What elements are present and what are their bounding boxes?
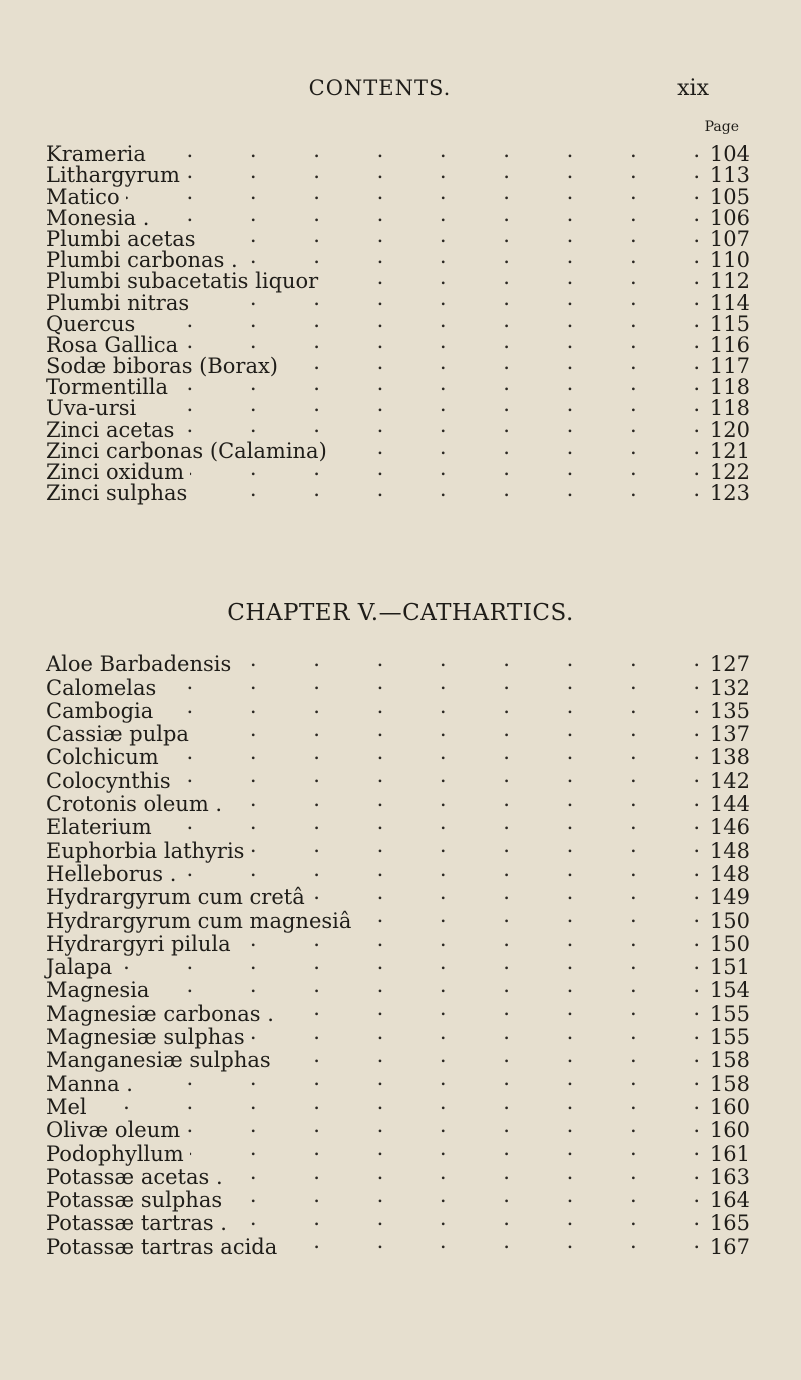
entry-page-number: 107 [709,226,750,251]
dot-leader [193,479,700,500]
entry-name: Manganesiæ sulphas [46,1048,271,1073]
contents-entry [46,997,750,1026]
entry-page-number: 158 [709,1048,750,1073]
entry-name: Potassæ tartras . [46,1211,227,1236]
entry-name: Zinci carbonas (Calamina) [46,438,327,463]
entry-name: Podophyllum [46,1141,184,1166]
dot-leader [202,225,700,246]
entry-name: Magnesia [46,978,150,1003]
entry-name: Matico [46,184,120,209]
contents-entry [46,1091,750,1119]
entry-page-number: 158 [709,1071,750,1096]
entry-page-number: 112 [709,269,750,294]
dot-leader [237,648,700,671]
entry-name: Helleborus . [46,861,177,886]
contents-entry [46,437,750,463]
dot-leader [195,718,700,741]
contents-entry [46,1184,750,1213]
entry-name: Euphorbia lathyris [46,838,245,863]
entry-page-number: 150 [709,908,750,933]
contents-entry [46,1161,750,1189]
entry-page-number: 137 [709,722,750,747]
entry-page-number: 118 [709,396,750,421]
dot-leader [162,671,700,694]
page-number: xix [677,76,709,101]
running-header [0,76,801,106]
entry-page-number: 151 [709,955,750,980]
entry-page-number: 138 [709,745,750,770]
entry-page-number: 115 [709,311,750,336]
dot-leader [155,974,700,997]
entry-page-number: 149 [709,885,750,910]
entry-page-number: 155 [709,1001,750,1026]
entry-name: Magnesiæ sulphas [46,1025,245,1050]
contents-entry [46,373,750,400]
contents-entry [46,718,750,747]
dot-leader [280,997,700,1020]
entry-name: Uva-ursi [46,396,137,421]
entry-name: Hydrargyrum cum magnesiâ [46,908,352,933]
contents-entry [46,951,750,980]
dot-leader [195,288,700,309]
dot-leader [186,1114,700,1137]
dot-leader [324,267,700,288]
dot-leader [159,695,700,718]
dot-leader [142,394,700,415]
page-column-label: Page [704,119,739,135]
dot-leader [158,811,700,834]
contents-list-astringents [46,140,750,506]
dot-leader [229,1161,700,1184]
contents-entry [46,204,750,230]
contents-entry [46,858,750,886]
entry-page-number: 120 [709,417,750,442]
entry-page-number: 160 [709,1094,750,1119]
contents-entry [46,310,750,336]
contents-entry [46,1021,750,1050]
entry-name: Zinci oxidum [46,460,185,485]
entry-page-number: 144 [709,792,750,817]
dot-leader [118,951,700,974]
entry-name: Potassæ sulphas [46,1188,223,1213]
entry-page-number: 142 [709,768,750,793]
entry-name: Tormentilla [46,375,169,400]
contents-entry [46,267,750,294]
dot-leader [333,437,700,458]
entry-page-number: 121 [709,438,750,463]
entry-name: Elaterium [46,815,152,840]
entry-page-number: 114 [709,290,750,315]
dot-leader [311,881,700,904]
dot-leader [93,1091,700,1114]
entry-page-number: 113 [709,163,750,188]
entry-page-number: 155 [709,1025,750,1050]
entry-name: Plumbi carbonas . [46,248,238,273]
entry-name: Krameria [46,142,146,167]
entry-page-number: 135 [709,698,750,723]
contents-entry [46,458,750,485]
entry-name: Manna . [46,1071,133,1096]
contents-entry [46,1114,750,1143]
contents-entry [46,161,750,188]
contents-entry [46,394,750,421]
entry-page-number: 127 [709,652,750,677]
dot-leader [174,373,700,394]
entry-name: Calomelas [46,675,157,700]
entry-page-number: 146 [709,815,750,840]
entry-page-number: 118 [709,375,750,400]
dot-leader [182,858,700,881]
contents-entry [46,331,750,357]
entry-page-number: 160 [709,1118,750,1143]
dot-leader [180,415,700,436]
dot-leader [244,246,700,267]
chapter-heading: CHAPTER V.—CATHARTICS. [227,600,574,626]
entry-name: Quercus [46,311,136,336]
entry-name: Monesia . [46,205,150,230]
contents-entry [46,741,750,770]
entry-page-number: 154 [709,978,750,1003]
contents-entry [46,695,750,723]
entry-page-number: 105 [709,184,750,209]
contents-entry [46,182,750,209]
entry-page-number: 117 [709,354,750,379]
entry-name: Zinci acetas [46,417,175,442]
entry-name: Cassiæ pulpa [46,722,189,747]
contents-list-cathartics [46,648,750,1259]
contents-entry [46,479,750,506]
entry-name: Jalapa [46,955,113,980]
dot-leader [233,1207,700,1230]
dot-leader [190,458,700,479]
entry-name: Magnesiæ carbonas . [46,1001,274,1026]
contents-entry [46,648,750,677]
dot-leader [186,161,700,182]
entry-name: Sodæ biboras (Borax) [46,354,279,379]
dot-leader [152,140,700,161]
entry-name: Colocynthis [46,768,171,793]
page-title: CONTENTS. [308,76,452,100]
entry-name: Crotonis oleum . [46,792,223,817]
contents-entry [46,788,750,817]
dot-leader [228,788,700,811]
entry-page-number: 148 [709,838,750,863]
dot-leader [237,928,700,951]
entry-name: Plumbi acetas [46,226,196,251]
dot-leader [165,741,700,764]
entry-name: Olivæ oleum [46,1118,181,1143]
entry-page-number: 167 [709,1234,750,1259]
entry-page-number: 148 [709,861,750,886]
dot-leader [228,1184,700,1207]
dot-leader [357,904,700,927]
dot-leader [283,1230,700,1253]
contents-entry [46,140,750,167]
entry-name: Plumbi nitras [46,290,190,315]
contents-entry [46,352,750,379]
contents-entry [46,811,750,840]
entry-name: Plumbi subacetatis liquor [46,269,319,294]
entry-name: Zinci sulphas [46,481,188,506]
entry-page-number: 165 [709,1211,750,1236]
contents-entry [46,415,750,442]
entry-name: Mel [46,1094,87,1119]
dot-leader [155,204,700,225]
entry-name: Hydrargyrum cum cretâ [46,885,305,910]
dot-leader [284,352,700,373]
entry-page-number: 132 [709,675,750,700]
contents-entry [46,974,750,1003]
dot-leader [190,1137,700,1160]
dot-leader [139,1067,700,1090]
entry-page-number: 161 [709,1141,750,1166]
entry-name: Rosa Gallica [46,332,179,357]
dot-leader [177,764,700,787]
contents-entry [46,1207,750,1236]
contents-entry [46,1044,750,1073]
contents-entry [46,1067,750,1096]
entry-name: Aloe Barbadensis [46,652,232,677]
contents-entry [46,881,750,910]
contents-entry [46,288,750,315]
entry-name: Potassæ acetas . [46,1164,223,1189]
entry-page-number: 104 [709,142,750,167]
dot-leader [250,834,700,857]
entry-page-number: 123 [709,481,750,506]
entry-page-number: 110 [709,248,750,273]
entry-name: Lithargyrum [46,163,180,188]
entry-page-number: 150 [709,931,750,956]
dot-leader [141,310,700,331]
contents-entry [46,928,750,956]
entry-name: Hydrargyri pilula [46,931,231,956]
entry-page-number: 106 [709,205,750,230]
entry-page-number: 122 [709,460,750,485]
entry-name: Potassæ tartras acida [46,1234,278,1259]
entry-page-number: 164 [709,1188,750,1213]
entry-page-number: 163 [709,1164,750,1189]
dot-leader [277,1044,700,1067]
contents-entry [46,225,750,251]
dot-leader [251,1021,700,1044]
entry-page-number: 116 [709,332,750,357]
entry-name: Cambogia [46,698,154,723]
entry-name: Colchicum [46,745,159,770]
dot-leader [184,331,700,352]
contents-entry [46,246,750,273]
dot-leader [126,182,700,203]
